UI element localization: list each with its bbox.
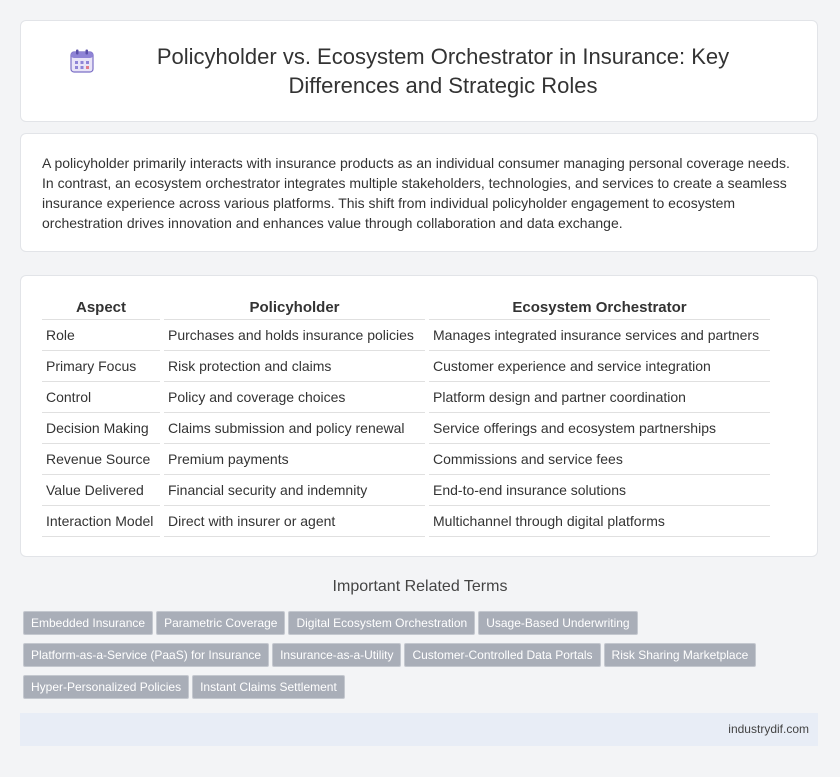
cell-policyholder: Purchases and holds insurance policies: [164, 320, 425, 351]
cell-aspect: Control: [42, 382, 160, 413]
cell-ecosystem-orchestrator: Manages integrated insurance services and partners: [429, 320, 770, 351]
related-terms-list: [23, 611, 823, 707]
comparison-card: [20, 275, 818, 557]
table-row: [42, 320, 770, 351]
calendar-icon: [69, 48, 95, 74]
title-wrap: [69, 42, 769, 100]
comparison-table: [38, 295, 774, 537]
cell-ecosystem-orchestrator: Multichannel through digital platforms: [429, 506, 770, 537]
term-tag-usage-based-underwriting[interactable]: Usage-Based Underwriting: [478, 611, 637, 635]
table-row: [42, 444, 770, 475]
intro-paragraph: A policyholder primarily interacts with insurance products as an individual consumer managing personal coverage needs. In contrast, an ecosystem orchestrator integrates multiple stakeholders, technologies, and services to create a seamless insurance experience across various platforms. This shift from individual policyholder engagement to ecosystem orchestration drives innovation and enhances value through collaboration and data exchange.: [42, 155, 790, 231]
header-aspect: Aspect: [42, 295, 160, 320]
title-card: [20, 20, 818, 122]
intro-card: [20, 133, 818, 252]
term-tag-risk-sharing-marketplace[interactable]: Risk Sharing Marketplace: [604, 643, 757, 667]
term-tag-instant-claims-settlement[interactable]: Instant Claims Settlement: [192, 675, 345, 699]
footer-site-link[interactable]: industrydif.com: [728, 722, 809, 736]
term-tag-embedded-insurance[interactable]: Embedded Insurance: [23, 611, 153, 635]
cell-policyholder: Premium payments: [164, 444, 425, 475]
footer: [20, 713, 818, 746]
term-tag-customer-controlled-data-portals[interactable]: Customer-Controlled Data Portals: [404, 643, 600, 667]
cell-policyholder: Financial security and indemnity: [164, 475, 425, 506]
related-terms-heading: Important Related Terms: [332, 578, 508, 595]
table-row: [42, 506, 770, 537]
table-row: [42, 413, 770, 444]
cell-aspect: Primary Focus: [42, 351, 160, 382]
cell-aspect: Interaction Model: [42, 506, 160, 537]
header-policyholder: Policyholder: [164, 295, 425, 320]
header-ecosystem-orchestrator: Ecosystem Orchestrator: [429, 295, 770, 320]
term-tag-platform-as-a-service[interactable]: Platform-as-a-Service (PaaS) for Insurance: [23, 643, 269, 667]
cell-ecosystem-orchestrator: Platform design and partner coordination: [429, 382, 770, 413]
table-header-row: [42, 295, 770, 320]
term-tag-hyper-personalized-policies[interactable]: Hyper-Personalized Policies: [23, 675, 189, 699]
cell-aspect: Value Delivered: [42, 475, 160, 506]
cell-policyholder: Direct with insurer or agent: [164, 506, 425, 537]
cell-policyholder: Risk protection and claims: [164, 351, 425, 382]
page-title: Policyholder vs. Ecosystem Orchestrator in Insurance: Key Differences and Strategic Roles: [156, 44, 730, 98]
cell-ecosystem-orchestrator: Service offerings and ecosystem partnerships: [429, 413, 770, 444]
cell-policyholder: Claims submission and policy renewal: [164, 413, 425, 444]
cell-ecosystem-orchestrator: Commissions and service fees: [429, 444, 770, 475]
term-tag-digital-ecosystem-orchestration[interactable]: Digital Ecosystem Orchestration: [288, 611, 475, 635]
table-row: [42, 475, 770, 506]
cell-policyholder: Policy and coverage choices: [164, 382, 425, 413]
table-row: [42, 351, 770, 382]
cell-ecosystem-orchestrator: End-to-end insurance solutions: [429, 475, 770, 506]
term-tag-parametric-coverage[interactable]: Parametric Coverage: [156, 611, 285, 635]
cell-aspect: Revenue Source: [42, 444, 160, 475]
cell-aspect: Role: [42, 320, 160, 351]
term-tag-insurance-as-a-utility[interactable]: Insurance-as-a-Utility: [272, 643, 401, 667]
cell-aspect: Decision Making: [42, 413, 160, 444]
table-row: [42, 382, 770, 413]
cell-ecosystem-orchestrator: Customer experience and service integration: [429, 351, 770, 382]
